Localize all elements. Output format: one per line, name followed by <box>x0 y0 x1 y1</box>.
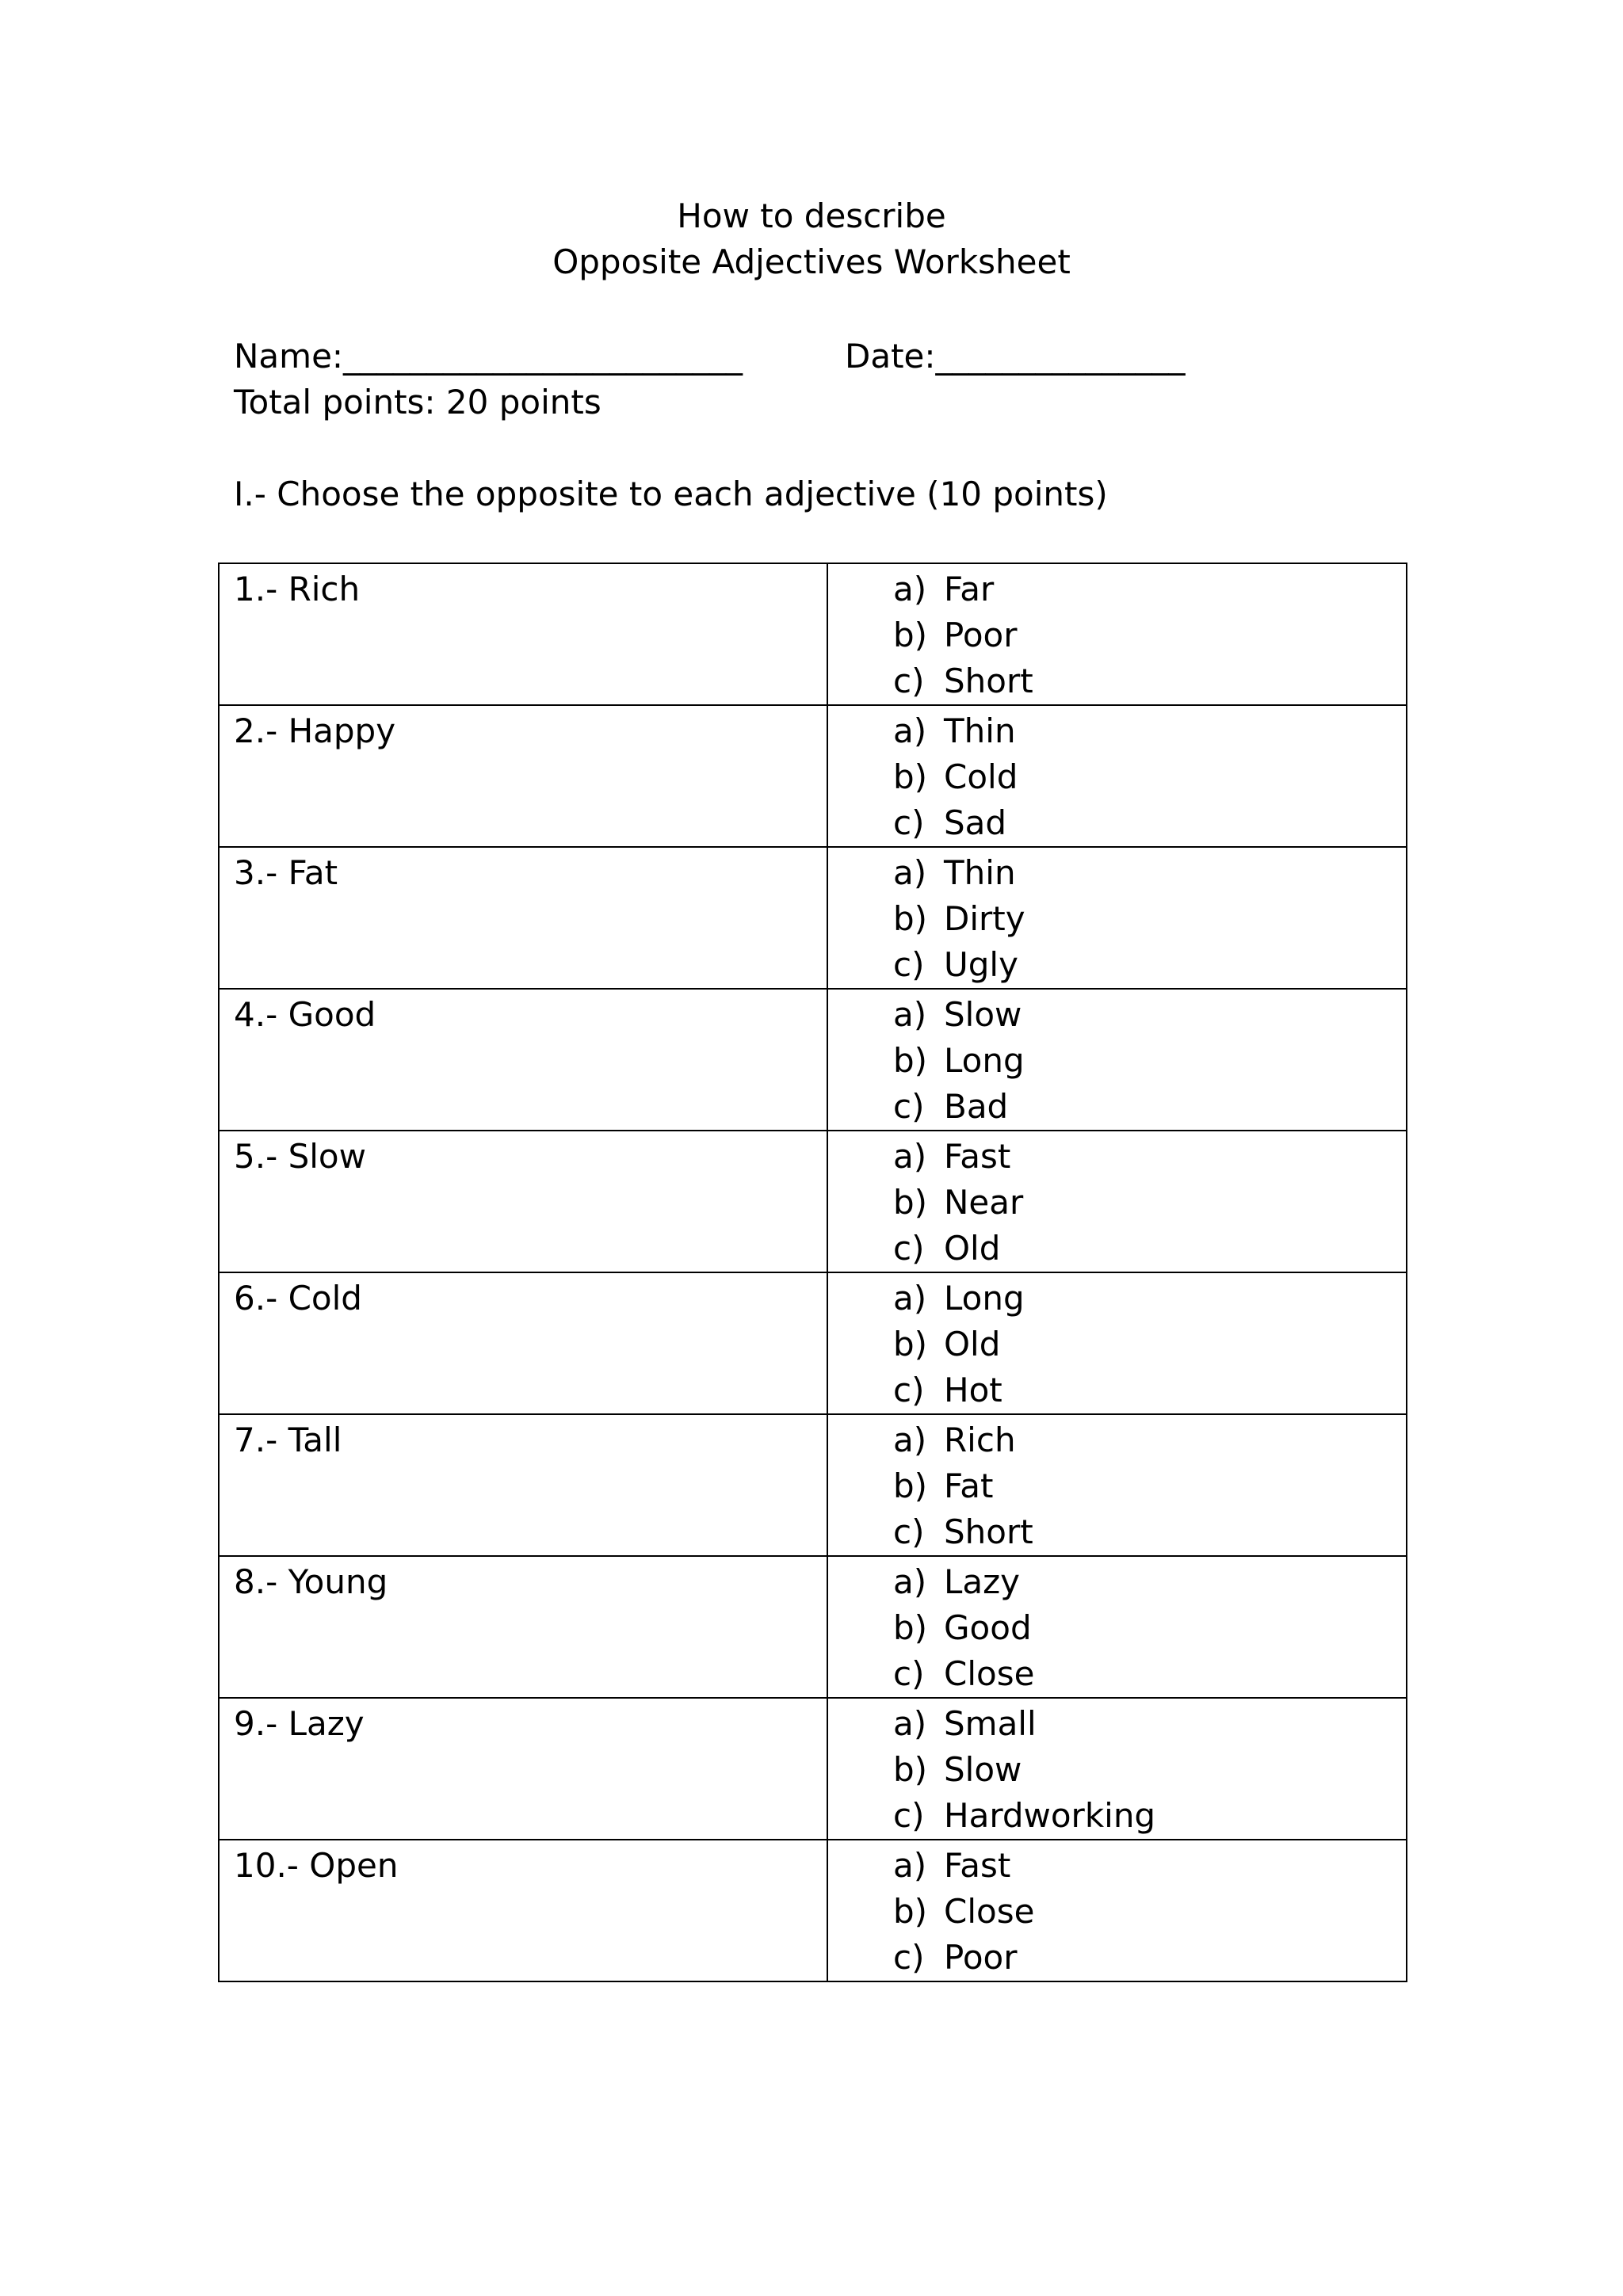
answer-option[interactable] <box>828 1559 1406 1605</box>
option-text: Good <box>944 1608 1032 1647</box>
option-letter: a) <box>893 711 927 750</box>
option-letter: c) <box>893 1087 925 1126</box>
question-label: 3.- Fat <box>219 847 827 989</box>
section-instruction: I.- Choose the opposite to each adjective (10 points) <box>234 475 1108 513</box>
option-letter: c) <box>893 945 925 984</box>
option-letter: c) <box>893 1229 925 1268</box>
answer-options <box>827 989 1407 1131</box>
option-text: Short <box>944 662 1033 700</box>
answer-option[interactable] <box>828 1889 1406 1935</box>
table-row <box>219 1698 1407 1840</box>
option-letter: a) <box>893 1279 927 1318</box>
answer-options <box>827 1272 1407 1414</box>
option-letter: b) <box>893 1325 928 1363</box>
answer-options <box>827 563 1407 705</box>
option-letter: c) <box>893 803 925 842</box>
option-text: Short <box>944 1512 1033 1551</box>
question-label: 6.- Cold <box>219 1272 827 1414</box>
question-label: 10.- Open <box>219 1840 827 1981</box>
answer-option[interactable] <box>828 658 1406 704</box>
option-text: Ugly <box>944 945 1018 984</box>
table-row <box>219 705 1407 847</box>
option-letter: a) <box>893 1562 927 1601</box>
answer-option[interactable] <box>828 1793 1406 1839</box>
option-letter: a) <box>893 1846 927 1885</box>
title-line-1: How to describe <box>677 196 946 235</box>
option-text: Slow <box>944 1750 1022 1789</box>
table-row <box>219 989 1407 1131</box>
total-points: Total points: 20 points <box>234 383 601 421</box>
table-row <box>219 1414 1407 1556</box>
option-letter: c) <box>893 1512 925 1551</box>
question-label: 4.- Good <box>219 989 827 1131</box>
option-text: Thin <box>944 711 1016 750</box>
option-text: Near <box>944 1183 1024 1222</box>
answer-option[interactable] <box>828 1180 1406 1226</box>
option-letter: b) <box>893 1466 928 1505</box>
answer-option[interactable] <box>828 942 1406 988</box>
option-text: Cold <box>944 757 1018 796</box>
answer-option[interactable] <box>828 612 1406 658</box>
option-letter: b) <box>893 899 928 938</box>
option-letter: c) <box>893 662 925 700</box>
question-label: 8.- Young <box>219 1556 827 1698</box>
answer-option[interactable] <box>828 1226 1406 1272</box>
option-letter: b) <box>893 1608 928 1647</box>
option-letter: b) <box>893 1183 928 1222</box>
answer-option[interactable] <box>828 896 1406 942</box>
title-line-2: Opposite Adjectives Worksheet <box>552 242 1071 281</box>
answer-option[interactable] <box>828 1417 1406 1463</box>
option-text: Old <box>944 1229 1001 1268</box>
answer-options <box>827 1414 1407 1556</box>
option-letter: c) <box>893 1796 925 1835</box>
date-field: Date:_______________ <box>845 337 1186 376</box>
question-label: 1.- Rich <box>219 563 827 705</box>
table-row <box>219 1272 1407 1414</box>
answer-option[interactable] <box>828 1038 1406 1084</box>
answer-option[interactable] <box>828 1651 1406 1697</box>
option-text: Slow <box>944 995 1022 1034</box>
answer-option[interactable] <box>828 566 1406 612</box>
option-text: Close <box>944 1654 1035 1693</box>
option-letter: b) <box>893 616 928 654</box>
table-row <box>219 1131 1407 1272</box>
answer-option[interactable] <box>828 1134 1406 1180</box>
table-row <box>219 563 1407 705</box>
table-row <box>219 847 1407 989</box>
option-text: Dirty <box>944 899 1025 938</box>
answer-option[interactable] <box>828 800 1406 846</box>
option-letter: b) <box>893 757 928 796</box>
table-row <box>219 1840 1407 1981</box>
answer-option[interactable] <box>828 1701 1406 1747</box>
answer-option[interactable] <box>828 1747 1406 1793</box>
option-letter: a) <box>893 1137 927 1176</box>
answer-option[interactable] <box>828 1084 1406 1130</box>
option-letter: c) <box>893 1654 925 1693</box>
answer-options <box>827 1698 1407 1840</box>
question-label: 9.- Lazy <box>219 1698 827 1840</box>
question-label: 7.- Tall <box>219 1414 827 1556</box>
option-letter: c) <box>893 1938 925 1977</box>
option-letter: a) <box>893 995 927 1034</box>
option-letter: a) <box>893 1421 927 1459</box>
answer-options <box>827 705 1407 847</box>
option-letter: a) <box>893 1704 927 1743</box>
answer-option[interactable] <box>828 1276 1406 1322</box>
option-text: Long <box>944 1279 1025 1318</box>
table-row <box>219 1556 1407 1698</box>
option-text: Long <box>944 1041 1025 1080</box>
option-text: Poor <box>944 616 1018 654</box>
option-text: Hot <box>944 1371 1002 1409</box>
option-text: Hardworking <box>944 1796 1156 1835</box>
answer-option[interactable] <box>828 1605 1406 1651</box>
option-text: Rich <box>944 1421 1016 1459</box>
option-letter: b) <box>893 1041 928 1080</box>
answer-options <box>827 1131 1407 1272</box>
answer-option[interactable] <box>828 754 1406 800</box>
option-text: Far <box>944 570 995 608</box>
option-text: Small <box>944 1704 1037 1743</box>
option-letter: c) <box>893 1371 925 1409</box>
answer-option[interactable] <box>828 1463 1406 1509</box>
answer-option[interactable] <box>828 708 1406 754</box>
option-text: Thin <box>944 853 1016 892</box>
option-letter: a) <box>893 570 927 608</box>
answer-option[interactable] <box>828 1322 1406 1367</box>
option-letter: b) <box>893 1750 928 1789</box>
answer-option[interactable] <box>828 1367 1406 1413</box>
questions-table <box>218 563 1407 1982</box>
answer-options <box>827 847 1407 989</box>
option-text: Fat <box>944 1466 994 1505</box>
option-text: Lazy <box>944 1562 1021 1601</box>
option-text: Old <box>944 1325 1001 1363</box>
answer-option[interactable] <box>828 1509 1406 1555</box>
answer-option[interactable] <box>828 1843 1406 1889</box>
option-text: Fast <box>944 1846 1011 1885</box>
option-letter: b) <box>893 1892 928 1931</box>
option-text: Sad <box>944 803 1007 842</box>
answer-option[interactable] <box>828 850 1406 896</box>
answer-options <box>827 1556 1407 1698</box>
option-text: Close <box>944 1892 1035 1931</box>
answer-option[interactable] <box>828 1935 1406 1981</box>
option-letter: a) <box>893 853 927 892</box>
option-text: Bad <box>944 1087 1009 1126</box>
worksheet-title <box>0 193 1623 285</box>
answer-option[interactable] <box>828 992 1406 1038</box>
answer-options <box>827 1840 1407 1981</box>
question-label: 5.- Slow <box>219 1131 827 1272</box>
name-field: Name:________________________ <box>234 337 743 376</box>
question-label: 2.- Happy <box>219 705 827 847</box>
option-text: Fast <box>944 1137 1011 1176</box>
option-text: Poor <box>944 1938 1018 1977</box>
